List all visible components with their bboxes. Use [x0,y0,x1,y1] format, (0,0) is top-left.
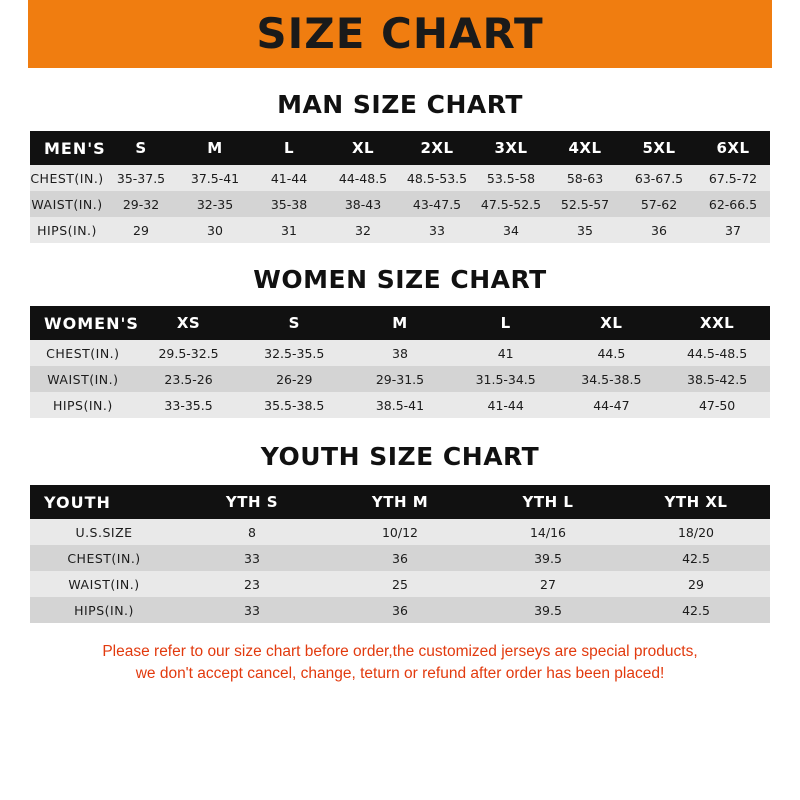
youth-row-2-cell-3: 27 [474,571,622,597]
women-row-2-cell-5: 44-47 [559,392,665,418]
man-col-header-5: 2XL [400,131,474,165]
women-col-header-6: XXL [664,306,770,340]
women-row-2-cell-3: 38.5-41 [347,392,453,418]
youth-row-2-cell-0: WAIST(IN.) [30,571,178,597]
content-area [0,90,800,686]
youth-col-header-2: YTH M [326,485,474,519]
man-col-header-1: S [104,131,178,165]
women-row-0-cell-6: 44.5-48.5 [664,340,770,366]
table-row [30,340,770,366]
youth-row-2-cell-1: 23 [178,571,326,597]
table-row [30,392,770,418]
youth-row-1-cell-1: 33 [178,545,326,571]
women-row-0-cell-2: 32.5-35.5 [241,340,347,366]
youth-size-table [30,485,770,623]
women-row-0-cell-4: 41 [453,340,559,366]
man-row-1-cell-8: 57-62 [622,191,696,217]
man-col-header-0: MEN'S [30,131,104,165]
youth-row-3-cell-3: 39.5 [474,597,622,623]
man-col-header-6: 3XL [474,131,548,165]
table-row [30,545,770,571]
women-row-2-cell-6: 47-50 [664,392,770,418]
footer-line-2: we don't accept cancel, change, teturn or refund after order has been placed! [135,665,665,683]
women-row-1-cell-5: 34.5-38.5 [559,366,665,392]
man-row-1-cell-7: 52.5-57 [548,191,622,217]
women-col-header-3: M [347,306,453,340]
women-col-header-1: XS [136,306,242,340]
women-row-1-cell-1: 23.5-26 [136,366,242,392]
man-col-header-7: 4XL [548,131,622,165]
man-row-1-cell-9: 62-66.5 [696,191,770,217]
man-table-head [30,131,770,165]
header-left-spacer [0,0,28,68]
women-table-head [30,306,770,340]
header-right-spacer [772,0,800,68]
man-row-0-cell-4: 44-48.5 [326,165,400,191]
youth-row-3-cell-1: 33 [178,597,326,623]
women-row-2-cell-1: 33-35.5 [136,392,242,418]
women-row-2-cell-2: 35.5-38.5 [241,392,347,418]
women-row-0-cell-0: CHEST(IN.) [30,340,136,366]
man-row-2-cell-1: 29 [104,217,178,243]
page-title: SIZE CHART [256,9,544,58]
women-table-body [30,340,770,418]
footer-line-1: Please refer to our size chart before order,the customized jerseys are special products, [102,643,698,660]
man-row-2-cell-0: HIPS(IN.) [30,217,104,243]
youth-row-1-cell-3: 39.5 [474,545,622,571]
youth-row-0-cell-3: 14/16 [474,519,622,545]
youth-col-header-0: YOUTH [30,485,178,519]
man-row-2-cell-3: 31 [252,217,326,243]
man-row-1-cell-1: 29-32 [104,191,178,217]
man-col-header-3: L [252,131,326,165]
man-row-2-cell-6: 34 [474,217,548,243]
man-col-header-2: M [178,131,252,165]
youth-row-0-cell-0: U.S.SIZE [30,519,178,545]
man-row-1-cell-0: WAIST(IN.) [30,191,104,217]
youth-table-body [30,519,770,623]
man-row-2-cell-2: 30 [178,217,252,243]
table-row [30,191,770,217]
man-row-2-cell-8: 36 [622,217,696,243]
women-row-0-cell-1: 29.5-32.5 [136,340,242,366]
man-row-0-cell-0: CHEST(IN.) [30,165,104,191]
women-row-0-cell-3: 38 [347,340,453,366]
women-row-2-cell-4: 41-44 [453,392,559,418]
table-row [30,217,770,243]
man-col-header-4: XL [326,131,400,165]
youth-row-1-cell-0: CHEST(IN.) [30,545,178,571]
man-col-header-9: 6XL [696,131,770,165]
man-table-body [30,165,770,243]
women-row-2-cell-0: HIPS(IN.) [30,392,136,418]
youth-row-0-cell-4: 18/20 [622,519,770,545]
women-size-table [30,306,770,418]
youth-row-2-cell-4: 29 [622,571,770,597]
man-section-title: MAN SIZE CHART [277,90,523,119]
table-row [30,597,770,623]
man-row-0-cell-3: 41-44 [252,165,326,191]
table-row [30,571,770,597]
women-row-1-cell-4: 31.5-34.5 [453,366,559,392]
man-row-2-cell-9: 37 [696,217,770,243]
man-row-1-cell-6: 47.5-52.5 [474,191,548,217]
youth-row-1-cell-4: 42.5 [622,545,770,571]
man-row-0-cell-8: 63-67.5 [622,165,696,191]
women-section-title: WOMEN SIZE CHART [253,265,547,294]
youth-row-0-cell-1: 8 [178,519,326,545]
youth-row-0-cell-2: 10/12 [326,519,474,545]
youth-row-3-cell-0: HIPS(IN.) [30,597,178,623]
youth-table-head [30,485,770,519]
youth-section-title: YOUTH SIZE CHART [260,442,540,471]
table-row [30,519,770,545]
man-row-0-cell-5: 48.5-53.5 [400,165,474,191]
man-row-0-cell-6: 53.5-58 [474,165,548,191]
women-row-1-cell-0: WAIST(IN.) [30,366,136,392]
man-row-0-cell-1: 35-37.5 [104,165,178,191]
man-col-header-8: 5XL [622,131,696,165]
man-row-1-cell-2: 32-35 [178,191,252,217]
youth-col-header-3: YTH L [474,485,622,519]
women-col-header-4: L [453,306,559,340]
youth-col-header-4: YTH XL [622,485,770,519]
women-col-header-5: XL [559,306,665,340]
youth-row-1-cell-2: 36 [326,545,474,571]
youth-row-3-cell-2: 36 [326,597,474,623]
women-col-header-2: S [241,306,347,340]
table-row [30,165,770,191]
man-row-0-cell-2: 37.5-41 [178,165,252,191]
man-row-2-cell-4: 32 [326,217,400,243]
man-row-0-cell-9: 67.5-72 [696,165,770,191]
footer-disclaimer [52,641,748,686]
table-header-row [30,306,770,340]
table-header-row [30,485,770,519]
women-row-0-cell-5: 44.5 [559,340,665,366]
man-row-1-cell-3: 35-38 [252,191,326,217]
women-row-1-cell-3: 29-31.5 [347,366,453,392]
youth-row-3-cell-4: 42.5 [622,597,770,623]
man-row-0-cell-7: 58-63 [548,165,622,191]
header-band [0,0,800,68]
table-row [30,366,770,392]
man-row-2-cell-5: 33 [400,217,474,243]
man-row-2-cell-7: 35 [548,217,622,243]
youth-row-2-cell-2: 25 [326,571,474,597]
women-row-1-cell-6: 38.5-42.5 [664,366,770,392]
women-col-header-0: WOMEN'S [30,306,136,340]
man-row-1-cell-5: 43-47.5 [400,191,474,217]
man-row-1-cell-4: 38-43 [326,191,400,217]
women-row-1-cell-2: 26-29 [241,366,347,392]
table-header-row [30,131,770,165]
man-size-table [30,131,770,243]
youth-col-header-1: YTH S [178,485,326,519]
